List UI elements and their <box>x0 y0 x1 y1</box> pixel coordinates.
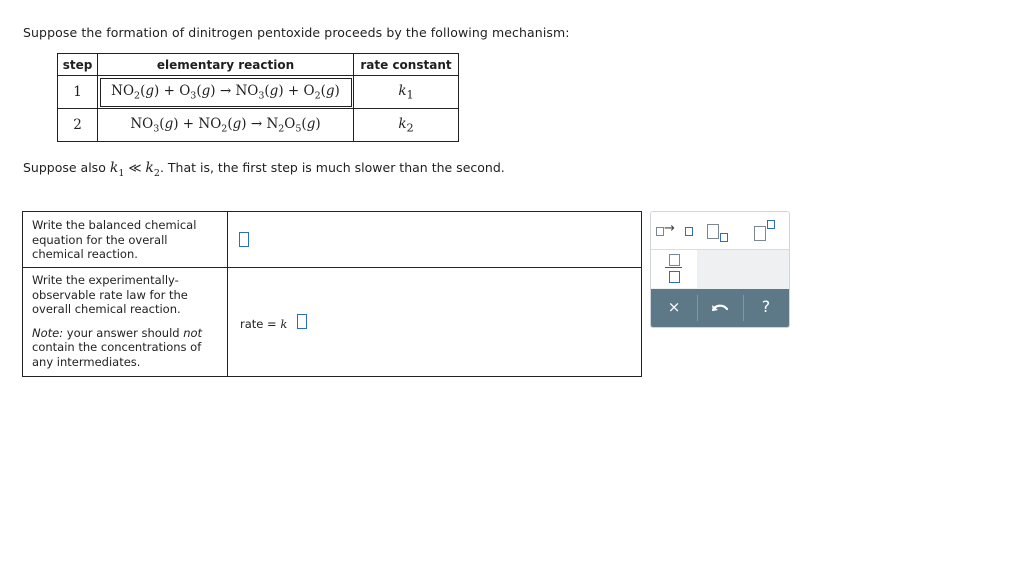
rate-constant: $k_2$ <box>354 109 459 142</box>
elementary-reaction <box>98 109 354 142</box>
reaction-equation: $NO_3(g) + NO_2(g) \to N_2O_5(g)$ <box>130 115 321 135</box>
box-icon <box>720 233 728 242</box>
palette-control-row <box>651 289 789 327</box>
undo-icon <box>710 301 730 315</box>
assumption-text: Suppose also $k_1$ ≪ $k_2$. That is, the first step is much slower than the second. <box>23 160 505 179</box>
subscript-button[interactable] <box>697 212 743 249</box>
palette-top-row <box>651 212 789 250</box>
clear-button[interactable] <box>651 289 697 327</box>
header-step: step <box>58 54 98 76</box>
header-reaction: elementary reaction <box>98 54 354 76</box>
answer-cell <box>228 267 641 376</box>
fraction-button[interactable] <box>651 250 697 288</box>
help-icon: ? <box>761 297 771 316</box>
table-row <box>58 109 459 142</box>
box-icon <box>669 271 680 283</box>
box-icon <box>707 224 719 239</box>
box-icon <box>669 254 680 266</box>
question-prompt: Write the balanced chemical equation for the overall chemical reaction. <box>23 212 228 267</box>
superscript-button[interactable] <box>743 212 789 249</box>
close-icon: × <box>667 298 681 316</box>
answer-palette <box>650 211 790 328</box>
fraction-bar-icon <box>665 267 682 268</box>
box-icon <box>754 226 766 241</box>
box-icon <box>685 227 693 236</box>
box-icon <box>767 220 775 229</box>
table-row <box>58 76 459 109</box>
rate-law-label: rate = k <box>240 317 288 331</box>
answer-cell <box>228 212 641 267</box>
arrow-icon: → <box>664 221 675 236</box>
rate-law-answer-input[interactable] <box>297 314 307 329</box>
rate-constant: $k_1$ <box>354 76 459 109</box>
mechanism-table <box>57 53 459 142</box>
elementary-reaction <box>98 76 354 109</box>
intro-text: Suppose the formation of dinitrogen pentoxide proceeds by the following mechanism: <box>23 25 570 40</box>
question-prompt: Write the experimentally-observable rate law for the overall chemical reaction. Note: your answer should not contain the concentrations of any intermediates. <box>23 267 228 376</box>
palette-middle-row <box>651 250 789 288</box>
step-number: 2 <box>58 109 98 142</box>
equation-answer-input[interactable] <box>239 232 249 247</box>
reaction-arrow-button[interactable] <box>651 212 697 249</box>
question-row-rate-law <box>23 267 641 376</box>
reaction-equation: $NO_2(g) + O_3(g) \to NO_3(g) + O_2(g)$ <box>111 82 340 102</box>
box-icon <box>656 227 664 236</box>
step-number: 1 <box>58 76 98 109</box>
help-button[interactable] <box>743 289 789 327</box>
header-rate-constant: rate constant <box>354 54 459 76</box>
note-text: Note: your answer should not contain the concentrations of any intermediates. <box>32 325 203 369</box>
question-table <box>22 211 642 377</box>
question-row-equation <box>23 212 641 268</box>
undo-button[interactable] <box>697 289 743 327</box>
